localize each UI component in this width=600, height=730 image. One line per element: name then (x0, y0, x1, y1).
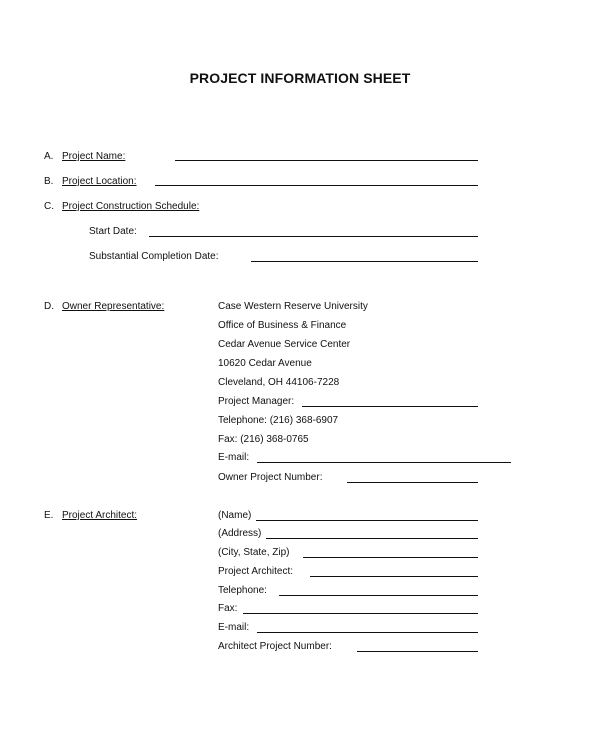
construction-schedule-label: Project Construction Schedule: (62, 201, 200, 212)
architect-address-label: (Address) (218, 528, 262, 539)
owner-line: Cedar Avenue Service Center (218, 339, 351, 350)
architect-email-label: E-mail: (218, 622, 250, 633)
owner-representative-label: Owner Representative: (62, 301, 165, 312)
owner-fax: Fax: (216) 368-0765 (218, 434, 309, 445)
completion-date-label: Substantial Completion Date: (89, 251, 219, 262)
page-title: PROJECT INFORMATION SHEET (189, 70, 411, 86)
architect-project-number-field[interactable] (357, 651, 478, 652)
architect-email-field[interactable] (257, 632, 478, 633)
project-location-label: Project Location: (62, 176, 137, 187)
project-architect-label: Project Architect: (218, 566, 294, 577)
section-a-letter: A. (44, 151, 54, 162)
owner-email-label: E-mail: (218, 452, 250, 463)
completion-date-field[interactable] (251, 261, 478, 262)
owner-line: 10620 Cedar Avenue (218, 358, 312, 369)
architect-city-label: (City, State, Zip) (218, 547, 290, 558)
project-name-label: Project Name: (62, 151, 126, 162)
section-e-letter: E. (44, 510, 54, 521)
architect-city-field[interactable] (303, 557, 478, 558)
project-name-field[interactable] (175, 160, 478, 161)
project-architect-field[interactable] (310, 576, 478, 577)
owner-telephone: Telephone: (216) 368-6907 (218, 415, 339, 426)
architect-telephone-label: Telephone: (218, 585, 267, 596)
owner-project-number-label: Owner Project Number: (218, 472, 323, 483)
owner-email-field[interactable] (257, 462, 511, 463)
project-manager-label: Project Manager: (218, 396, 295, 407)
architect-telephone-field[interactable] (279, 595, 478, 596)
section-b-letter: B. (44, 176, 54, 187)
start-date-field[interactable] (149, 236, 478, 237)
owner-line: Case Western Reserve University (218, 301, 368, 312)
architect-fax-field[interactable] (243, 613, 478, 614)
start-date-label: Start Date: (89, 226, 137, 237)
project-location-field[interactable] (155, 185, 478, 186)
architect-address-field[interactable] (266, 538, 478, 539)
project-architect-section-label: Project Architect: (62, 510, 138, 521)
architect-project-number-label: Architect Project Number: (218, 641, 332, 652)
architect-fax-label: Fax: (218, 603, 238, 614)
architect-name-label: (Name) (218, 510, 252, 521)
architect-name-field[interactable] (256, 520, 478, 521)
section-d-letter: D. (44, 301, 54, 312)
owner-line: Cleveland, OH 44106-7228 (218, 377, 340, 388)
project-manager-field[interactable] (302, 406, 478, 407)
section-c-letter: C. (44, 201, 54, 212)
owner-line: Office of Business & Finance (218, 320, 347, 331)
owner-project-number-field[interactable] (347, 482, 478, 483)
